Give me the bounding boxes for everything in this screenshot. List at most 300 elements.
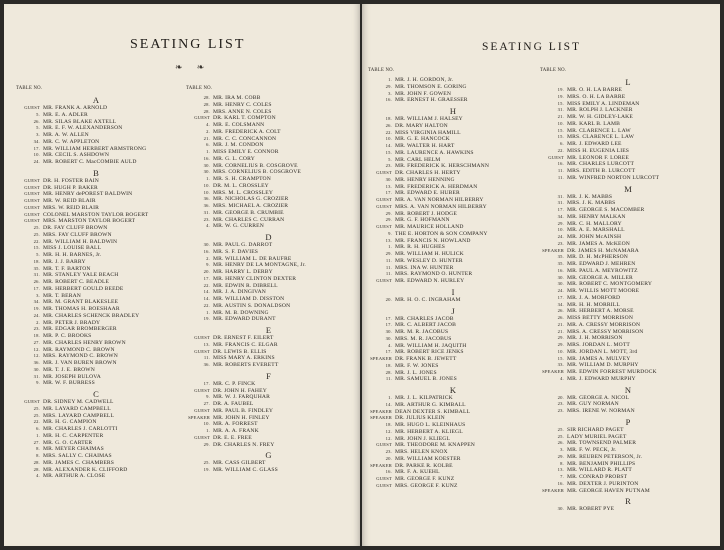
guest-name: MRS. GEORGE F. KUNZ (395, 482, 458, 489)
table-number: 29. (557, 335, 564, 341)
table-number: 18. (33, 258, 40, 264)
right-page-title: SEATING LIST (482, 41, 582, 53)
list-item (186, 394, 351, 401)
table-number: 1. (206, 309, 210, 315)
guest-name: MR. GEORGE S. MACOMBER (567, 207, 645, 213)
table-number: 17. (203, 275, 210, 281)
table-number: 30. (385, 335, 392, 341)
guest-name: MR. WILLARD R. PLATT (567, 467, 632, 474)
table-number: 11. (385, 376, 392, 382)
list-item (16, 340, 176, 347)
list-item (186, 102, 351, 109)
list-item (368, 130, 538, 137)
guest-name: MR. E. COLSMANN (213, 122, 265, 128)
guest-name: MR. A. W. ALLEN (43, 132, 89, 138)
list-item (540, 194, 716, 201)
guest-name: MR. F. A. KUEHL (395, 469, 440, 476)
list-item (540, 349, 716, 356)
section-letter: I (451, 286, 455, 297)
table-number: 1. (388, 77, 392, 82)
list-item (186, 176, 351, 183)
list-item (368, 170, 538, 177)
list-item (16, 198, 176, 205)
list-item (540, 434, 716, 441)
table-number-header: TABLE NO. (368, 68, 395, 73)
table-number: 31. (203, 209, 210, 215)
list-item (368, 376, 538, 383)
list-item (540, 168, 716, 175)
list-item (368, 150, 538, 157)
list-item (16, 433, 176, 440)
table-number: 12. (33, 353, 40, 359)
table-number: 30. (557, 274, 564, 280)
guest-name: MR. EDWIN R. DIBRELL (213, 282, 278, 289)
table-number: 14. (385, 143, 392, 148)
guest-name: MR. HENRY dePOREST BALDWIN (43, 191, 133, 198)
list-item (16, 374, 176, 381)
list-item (368, 356, 538, 363)
table-number: 34. (33, 299, 40, 305)
list-item (186, 136, 351, 143)
list-item (368, 190, 538, 197)
table-number: 1. (206, 428, 210, 433)
table-number: 1. (36, 432, 40, 438)
guest-name: MR. THEODORE M. KNAPPEN (395, 442, 475, 449)
table-number: 16. (203, 155, 210, 161)
list-item (540, 275, 716, 282)
table-number: 13. (385, 237, 392, 243)
table-number: 10. (203, 189, 210, 195)
list-item (16, 473, 176, 480)
list-item (16, 119, 176, 126)
table-number: 13. (385, 183, 392, 189)
table-number: 26. (33, 279, 40, 284)
guest-name: COLONEL MARSTON TAYLOR BOGERT (43, 211, 149, 218)
guest-name: DR. JAMES H. McNAMARA (567, 247, 639, 254)
section-letter: G (265, 450, 272, 461)
list-item (368, 197, 538, 204)
guest-name: DEAN DEXTER S. KIMBALL (395, 408, 471, 415)
list-item (16, 139, 176, 146)
table-number: 26. (33, 118, 40, 124)
table-number: 19. (557, 93, 564, 99)
table-number: 20. (385, 296, 392, 302)
table-number: 4. (388, 342, 392, 348)
list-item (16, 286, 176, 293)
guest-name: MR. SILAS BLAKE AXTELL (43, 118, 117, 125)
guest-name: MR. JOHN J. KLIEGL (395, 435, 451, 442)
guest-name: MR. F. W. PECK, Jr. (567, 447, 617, 453)
list-item (540, 227, 716, 234)
guest-name: DR. H. FOSTER BAIN (43, 177, 100, 184)
list-item (540, 207, 716, 214)
table-number: 27. (33, 339, 40, 345)
table-number: GUEST (24, 198, 40, 203)
table-number: 23. (385, 449, 392, 454)
table-number: 31. (557, 200, 564, 206)
list-item (368, 278, 538, 285)
list-item (186, 303, 351, 310)
table-number: 21. (557, 328, 564, 334)
guest-name: MR. H. H. MORRILL (567, 301, 620, 308)
table-number: 28. (203, 108, 210, 114)
list-item (368, 483, 538, 490)
guest-name: MR. TOWNSEND PALMER (567, 440, 637, 447)
table-number: 20. (385, 455, 392, 461)
table-number: 36. (203, 362, 210, 367)
guest-name: MR. HERBERT A. KLIEGL (395, 428, 463, 435)
guest-name: DR. JOHN H. FAHEY (213, 387, 267, 394)
guest-name: MR. ARTHUR G. KIMBALL (395, 401, 466, 408)
guest-name: MR. E. F. W. ALEXANDERSON (43, 125, 123, 132)
guest-name: MR. J. EDWARD LEE (567, 141, 622, 147)
list-item (186, 210, 351, 217)
guest-name: MR. J. K. MABBS (567, 193, 613, 200)
table-number: 5. (36, 125, 40, 131)
section-letter: H (449, 106, 457, 116)
list-item (368, 316, 538, 323)
list-item (186, 408, 351, 415)
list-item (186, 156, 351, 163)
table-number: 4. (206, 122, 210, 127)
list-item (186, 355, 351, 362)
table-number: 11. (385, 257, 392, 263)
list-item (16, 293, 176, 300)
seating-column-4 (540, 68, 716, 513)
table-number: 1. (388, 244, 392, 250)
guest-name: MR. CHARLES SCHENCK BRADLEY (43, 312, 140, 319)
list-item (368, 422, 538, 429)
list-item (16, 460, 176, 467)
guest-name: MR. J. L. JONES (395, 369, 437, 376)
guest-name: MR. E. A. ADLER (43, 111, 88, 118)
guest-name: MR. W. J. FARQUHAR (213, 394, 270, 401)
guest-name: MR. JAMES A. McKEON (567, 240, 630, 247)
guest-name: MR. C. H. MALLORY (567, 220, 622, 227)
guest-name: MRS. M. L. CROSSLEY (213, 189, 274, 196)
table-number: 7. (560, 474, 564, 479)
table-number: 31. (557, 193, 564, 199)
table-number: 31. (557, 107, 564, 113)
list-item (368, 297, 538, 304)
list-item (16, 453, 176, 460)
guest-name: MR. A. A. FRANK (213, 428, 259, 434)
guest-name: DR. KARL T. COMPTON (213, 115, 276, 122)
list-item (540, 155, 716, 162)
left-page (4, 4, 360, 546)
guest-name: MRS. INA W. HUNTER (395, 264, 454, 271)
guest-name: MR. M. GRANT BLAKESLEE (43, 299, 119, 306)
list-item (540, 302, 716, 309)
letter-section (186, 325, 351, 369)
table-number: 25. (33, 231, 40, 237)
list-item (16, 146, 176, 153)
list-item (186, 183, 351, 190)
table-number: 29. (203, 441, 210, 447)
guest-name: MR. W. G. CURREN (213, 223, 264, 230)
table-number: 33. (557, 362, 564, 368)
table-number: 26. (557, 308, 564, 314)
guest-name: MR. GEORGE A. NICOL (567, 394, 630, 401)
list-item (540, 369, 716, 376)
guest-name: MR. H. H. BARNES, Jr. (43, 252, 102, 258)
guest-name: MR. PAUL B. FINDLEY (213, 407, 274, 414)
guest-name: MRS. M. R. JACOBUS (395, 335, 452, 342)
guest-name: DR. JULIUS KLEIN (395, 415, 445, 422)
table-number: 10. (557, 227, 564, 233)
table-number: 17. (385, 349, 392, 355)
list-item (16, 467, 176, 474)
table-number: 17. (203, 380, 210, 386)
guest-name: MR. FRANK A. ARNOLD (43, 105, 108, 111)
list-item (186, 115, 351, 122)
table-number: 20. (557, 394, 564, 400)
guest-name: MRS. O. H. LA BARRE (567, 93, 626, 100)
table-number: 6. (36, 426, 40, 431)
letter-section (368, 287, 538, 304)
section-letter: B (93, 167, 99, 178)
list-item (540, 329, 716, 336)
table-number: GUEST (24, 191, 40, 197)
table-number: 28. (203, 95, 210, 100)
list-item (540, 362, 716, 369)
table-number: 24. (557, 288, 564, 293)
guest-name: MRS. MARSTON TAYLOR BOGERT (43, 218, 136, 225)
guest-name: MR. W. H. GIDLEY-LAKE (567, 114, 633, 120)
list-item (540, 440, 716, 447)
list-item (186, 203, 351, 210)
list-item (16, 380, 176, 387)
table-number: 35. (33, 265, 40, 271)
table-number: 18. (33, 333, 40, 338)
guest-name: SIR RICHARD PAGET (567, 426, 624, 433)
list-item (16, 185, 176, 192)
letter-section (186, 450, 351, 474)
list-item (368, 116, 538, 123)
guest-name: MR. CHARLES J. CARLOTTI (43, 426, 118, 432)
guest-name: MR. WILLIAM H. HULICK (395, 251, 464, 257)
list-item (540, 261, 716, 268)
table-number: GUEST (24, 184, 40, 190)
letter-section (368, 77, 538, 104)
list-item (540, 268, 716, 275)
guest-name: MR. WILLIAM KOESTER (395, 455, 461, 462)
list-item (540, 356, 716, 363)
table-number: 23. (203, 216, 210, 222)
guest-name: MR. J. H. GORDON, Jr. (395, 77, 454, 83)
table-number: 17. (385, 322, 392, 328)
guest-name: MR. S. H. CRAMPTON (213, 176, 271, 182)
list-item (368, 204, 538, 211)
list-item (540, 134, 716, 141)
list-item (186, 460, 351, 467)
table-number: 21. (203, 135, 210, 141)
list-item (186, 196, 351, 203)
table-number: 11. (385, 271, 392, 277)
table-number: 18. (385, 116, 392, 121)
list-item (186, 428, 351, 435)
guest-name: MR. SAMUEL B. JONES (395, 376, 457, 383)
table-number: 21. (557, 114, 564, 119)
list-item (16, 239, 176, 246)
letter-section (540, 184, 716, 383)
guest-name: MR. T. F. BARTON (43, 265, 91, 272)
list-item (186, 388, 351, 395)
guest-name: MRS. A. VAN NORMAN HILBERRY (395, 203, 487, 210)
letter-section (368, 306, 538, 384)
guest-name: MR. EDWARD N. HURLEY (395, 278, 465, 284)
guest-name: MRS. W. REID BLAIR (43, 204, 100, 211)
table-number: SPEAKER (370, 356, 392, 361)
book-spread (4, 4, 720, 546)
table-number: 30. (203, 242, 210, 247)
guest-name: MR. CARL HELM (395, 156, 441, 163)
list-item (16, 252, 176, 259)
table-number: GUEST (24, 177, 40, 183)
guest-name: MR. A. VAN NORMAN HILBERRY (395, 197, 484, 203)
list-item (540, 447, 716, 454)
table-number: 36. (203, 196, 210, 202)
list-item (540, 141, 716, 148)
list-item (16, 347, 176, 354)
list-item (368, 123, 538, 130)
list-item (368, 476, 538, 483)
table-number: GUEST (24, 211, 40, 217)
table-number: 29. (385, 251, 392, 256)
table-number: 9. (206, 262, 210, 268)
table-number: 3. (36, 132, 40, 137)
table-number: SPEAKER (542, 487, 564, 493)
list-item (368, 449, 538, 456)
table-number: 25. (557, 433, 564, 439)
section-letter: N (624, 384, 632, 395)
guest-name: MR. W. F. BURRESS (43, 380, 95, 387)
guest-name: MR. GEORGE HAVEN PUTNAM (567, 487, 650, 494)
table-number: 3. (388, 90, 392, 96)
guest-name: MR. HERBERT GOULD BEEDE (43, 285, 124, 292)
table-number: 26. (385, 122, 392, 128)
table-number: GUEST (24, 218, 40, 224)
list-item (540, 322, 716, 329)
list-item (186, 467, 351, 474)
table-number: 21. (557, 321, 564, 327)
guest-name: MR. HARRY L. DERBY (213, 269, 273, 275)
table-number: 22. (33, 238, 40, 244)
table-number: GUEST (24, 399, 40, 404)
table-number: 30. (203, 169, 210, 175)
guest-name: MR. F. W. JONES (395, 362, 439, 369)
list-item (16, 132, 176, 139)
list-item (16, 326, 176, 333)
table-number: 20. (203, 269, 210, 274)
list-item (186, 269, 351, 276)
guest-name: MISS H. EUGENIA LIES (567, 147, 630, 154)
guest-name: DR. M. L. CROSSLEY (213, 182, 269, 189)
table-number: 31. (33, 373, 40, 379)
list-item (540, 461, 716, 468)
guest-name: MRS. JORDAN L. MOTT (567, 342, 630, 348)
guest-name: MR. GEORGE F. KUNZ (395, 476, 455, 482)
guest-name: MR. PETER J. BRADY (43, 319, 101, 326)
section-letter: D (265, 232, 272, 242)
list-item (368, 429, 538, 436)
list-item (368, 91, 538, 98)
table-number: SPEAKER (370, 462, 392, 468)
table-number: GUEST (24, 204, 40, 210)
guest-name: MR. STANLEY YALE BEACH (43, 272, 119, 279)
guest-name: MR. RAYMOND C. BROWN (43, 346, 115, 353)
list-item (540, 101, 716, 108)
guest-name: DR. FAY CLUFF BROWN (43, 225, 108, 231)
list-item (186, 262, 351, 269)
table-number: GUEST (376, 442, 392, 448)
list-item (186, 435, 351, 442)
table-number: GUEST (194, 434, 210, 440)
list-item (368, 77, 538, 84)
list-item (368, 271, 538, 278)
guest-name: MR. FRANCIS C. ELGAR (213, 341, 278, 348)
guest-name: MR. HENRY CLINTON DEXTER (213, 275, 297, 282)
table-number: 17. (557, 207, 564, 212)
guest-name: MR. S. F. DAVIES (213, 248, 259, 255)
list-item (186, 316, 351, 323)
table-number: 28. (33, 459, 40, 465)
table-number: 9. (206, 394, 210, 400)
table-number: 19. (33, 306, 40, 311)
guest-name: DR. E. E. FREE (213, 434, 252, 441)
table-number: 22. (203, 282, 210, 288)
list-item (368, 238, 538, 245)
table-number: 16. (385, 469, 392, 475)
table-number: 22. (385, 129, 392, 135)
table-number: 28. (385, 369, 392, 375)
list-item (368, 409, 538, 416)
table-number: 29. (385, 210, 392, 216)
table-number: 24. (33, 312, 40, 318)
table-number: 17. (33, 285, 40, 291)
guest-name: MR. J. M. CONDON (213, 142, 264, 149)
table-number: GUEST (376, 278, 392, 283)
guest-name: MR. CHARLES JACOB (395, 315, 454, 322)
letter-section (368, 385, 538, 490)
table-number: GUEST (376, 197, 392, 202)
list-item (540, 454, 716, 461)
list-item (186, 289, 351, 296)
guest-name: MR. AUSTIN S. DONALDSON (213, 302, 291, 309)
table-number: 30. (385, 176, 392, 182)
table-number: 5. (36, 111, 40, 117)
guest-name: MR. KARL B. LAMB (567, 120, 621, 127)
guest-name: MR. NICHOLAS G. CROZIER (213, 196, 289, 203)
guest-name: MR. GUY NORMAN (567, 401, 619, 408)
table-number: 2. (36, 319, 40, 325)
table-number: 34. (557, 213, 564, 219)
list-item (186, 283, 351, 290)
list-item (540, 395, 716, 402)
table-number: 27. (203, 401, 210, 406)
table-number: 29. (385, 83, 392, 89)
guest-name: MR. JORDAN L. MOTT, 3rd (567, 348, 638, 355)
guest-name: MR. WILLIAM H. BALDWIN (43, 238, 118, 245)
list-item (540, 254, 716, 261)
table-number: 1. (206, 176, 210, 181)
list-item (368, 143, 538, 150)
guest-name: MRS. RAYMOND C. BROWN (43, 353, 118, 360)
table-number: 25. (33, 412, 40, 418)
table-number: 8. (560, 460, 564, 466)
list-item (186, 129, 351, 136)
table-number: GUEST (194, 407, 210, 413)
